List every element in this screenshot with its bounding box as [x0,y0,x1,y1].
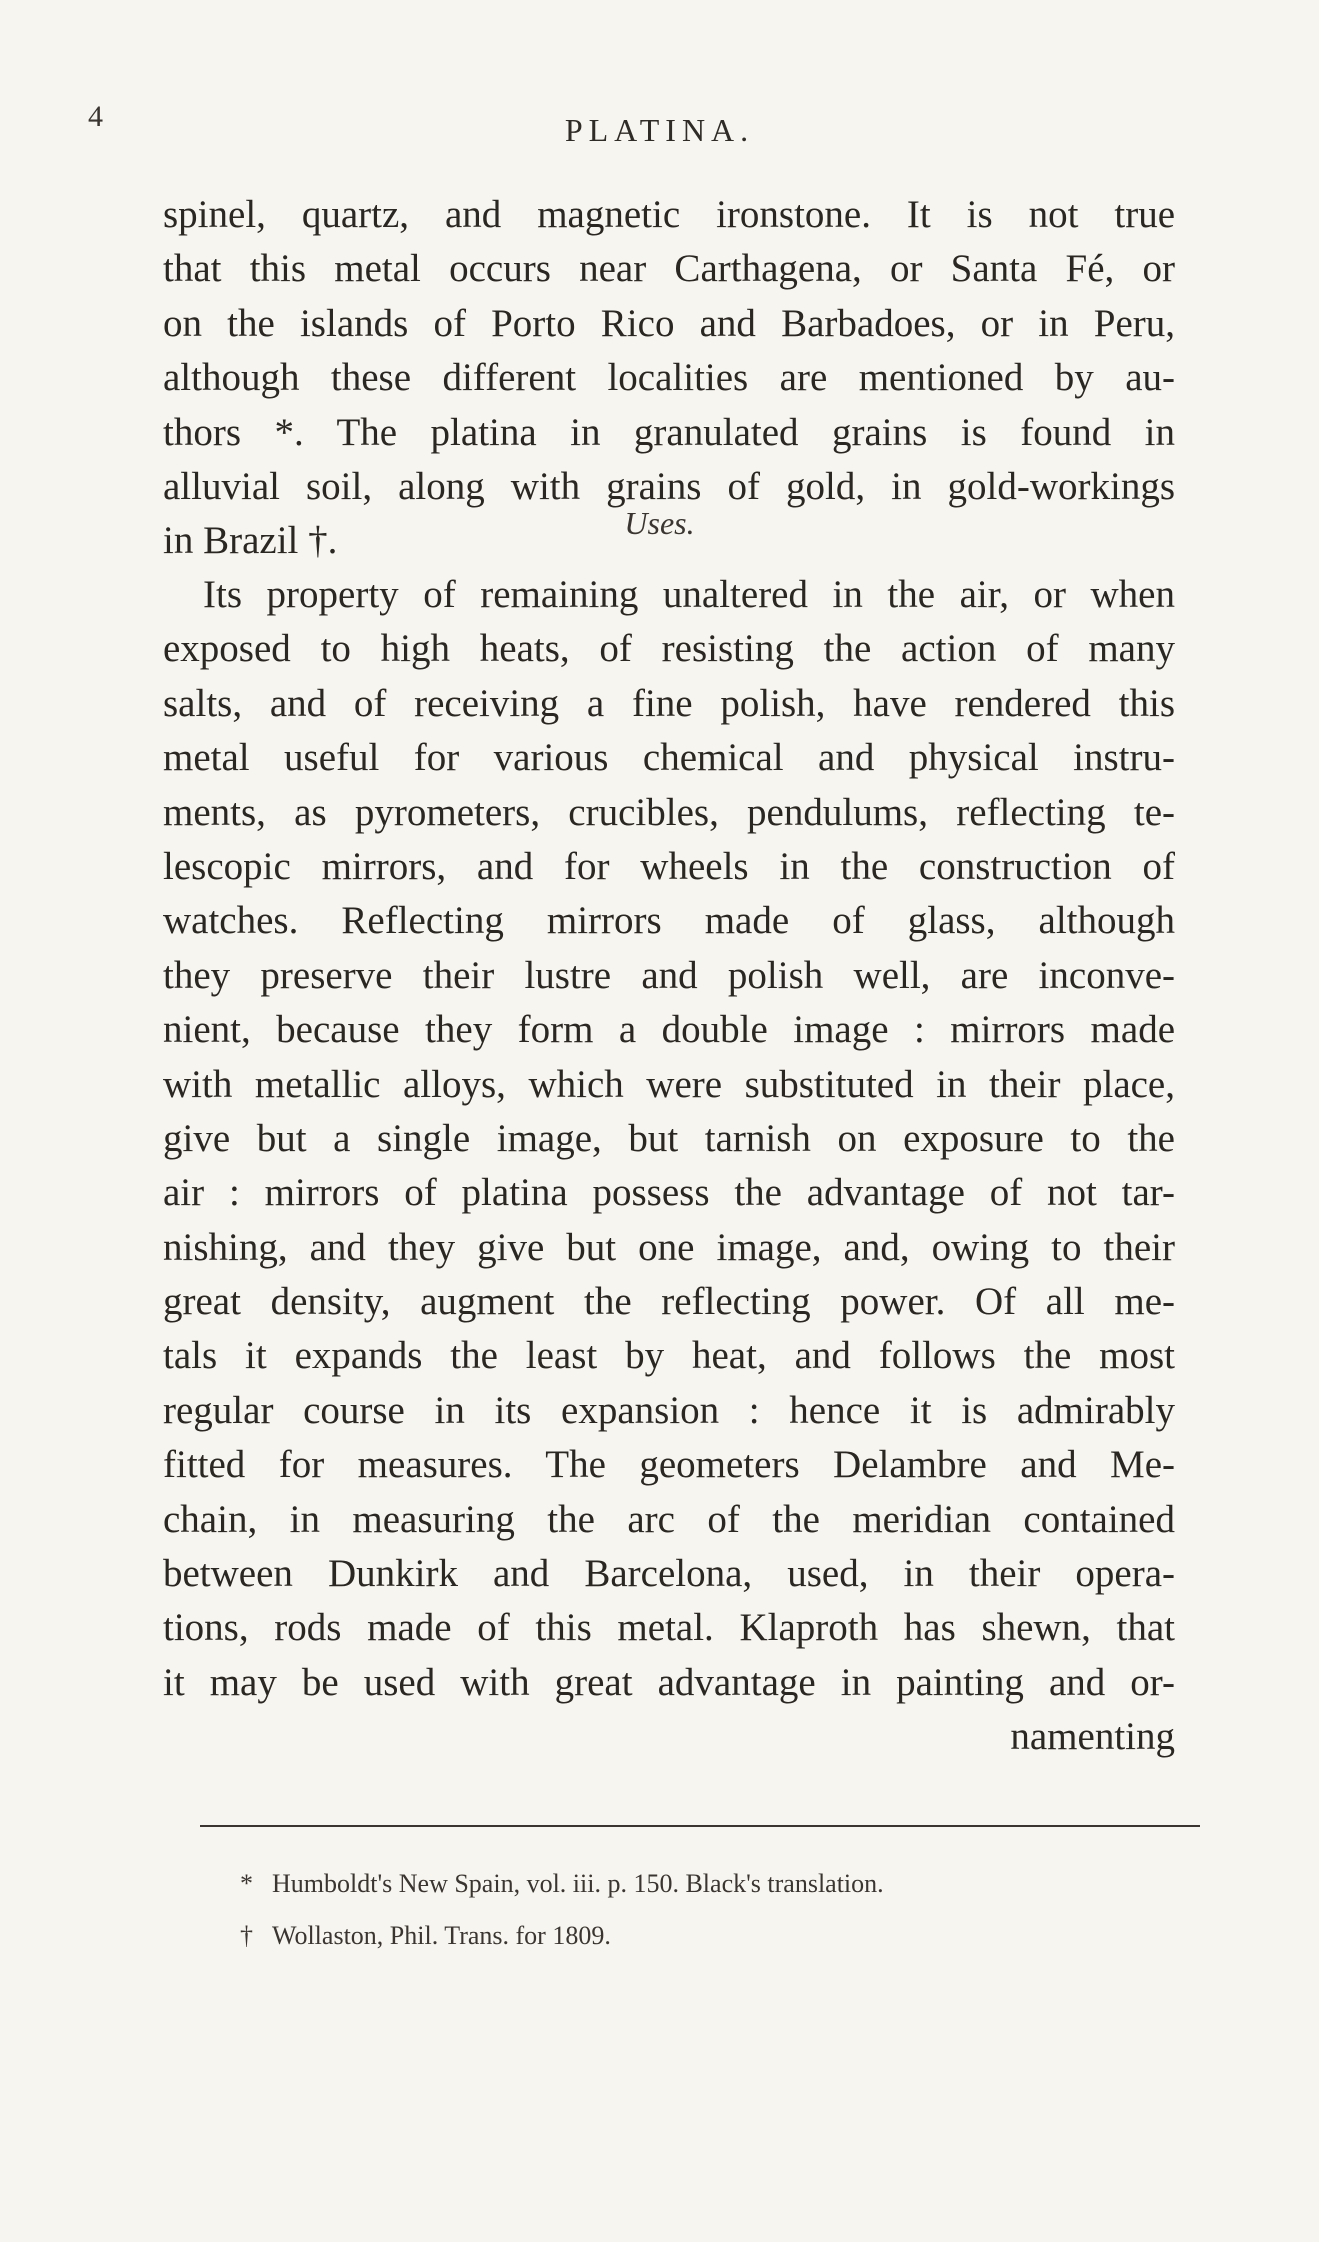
text-line: ments, as pyrometers, crucibles, pendulums, reflecting te- [163,790,1175,834]
text-line: with metallic alloys, which were substituted in their place, [163,1062,1175,1106]
text-line: they preserve their lustre and polish well, are inconve- [163,953,1175,997]
text-line: metal useful for various chemical and physical instru- [163,736,1175,780]
text-line: watches. Reflecting mirrors made of glass, although [163,899,1175,943]
section-heading-uses: Uses. [624,505,695,541]
text-line: between Dunkirk and Barcelona, used, in their opera- [163,1552,1175,1596]
text-line: lescopic mirrors, and for wheels in the construction of [163,844,1175,888]
paragraph-2 [163,568,1175,1765]
text-line: thors *. The platina in granulated grains is found in [163,410,1175,454]
text-line: in Brazil †. [163,519,338,563]
text-line: nient, because they form a double image : mirrors made [163,1008,1175,1052]
footnote-divider [200,1825,1200,1827]
catchword-line: namenting [1010,1715,1175,1759]
footnote [240,1858,1240,1910]
text-line: although these different localities are mentioned by au- [163,356,1175,400]
page-number: 4 [88,100,103,133]
running-title: PLATINA. [564,112,755,148]
footnote [240,1910,1240,1962]
text-line: air : mirrors of platina possess the advantage of not tar- [163,1171,1175,1215]
text-line: regular course in its expansion : hence it is admirably [163,1388,1175,1432]
text-line: give but a single image, but tarnish on exposure to the [163,1116,1175,1160]
footnote-mark: † [240,1921,253,1950]
text-line: nishing, and they give but one image, and, owing to their [163,1225,1175,1269]
text-line: spinel, quartz, and magnetic ironstone. It is not true [163,193,1175,236]
text-line: salts, and of receiving a fine polish, have rendered this [163,681,1175,725]
footnotes [240,1858,1240,1962]
text-line: tions, rods made of this metal. Klaproth has shewn, that [163,1606,1175,1650]
footnote-mark: * [240,1869,253,1898]
text-line: that this metal occurs near Carthagena, or Santa Fé, or [163,247,1175,291]
text-line: great density, augment the reflecting power. Of all me- [163,1280,1175,1324]
text-line: it may be used with great advantage in painting and or- [163,1660,1175,1704]
footnote-text: Humboldt's New Spain, vol. iii. p. 150. Black's translation. [272,1869,884,1898]
text-line: exposed to high heats, of resisting the action of many [163,627,1175,671]
text-line: alluvial soil, along with grains of gold, in gold-workings [163,464,1175,508]
text-line: fitted for measures. The geometers Delambre and Me- [163,1443,1175,1487]
text-line: chain, in measuring the arc of the meridian contained [163,1497,1175,1541]
text-line: on the islands of Porto Rico and Barbadoes, or in Peru, [163,301,1175,345]
footnote-text: Wollaston, Phil. Trans. for 1809. [272,1921,611,1950]
text-line: Its property of remaining unaltered in the air, or when [203,573,1175,616]
text-line: tals it expands the least by heat, and follows the most [163,1334,1175,1378]
